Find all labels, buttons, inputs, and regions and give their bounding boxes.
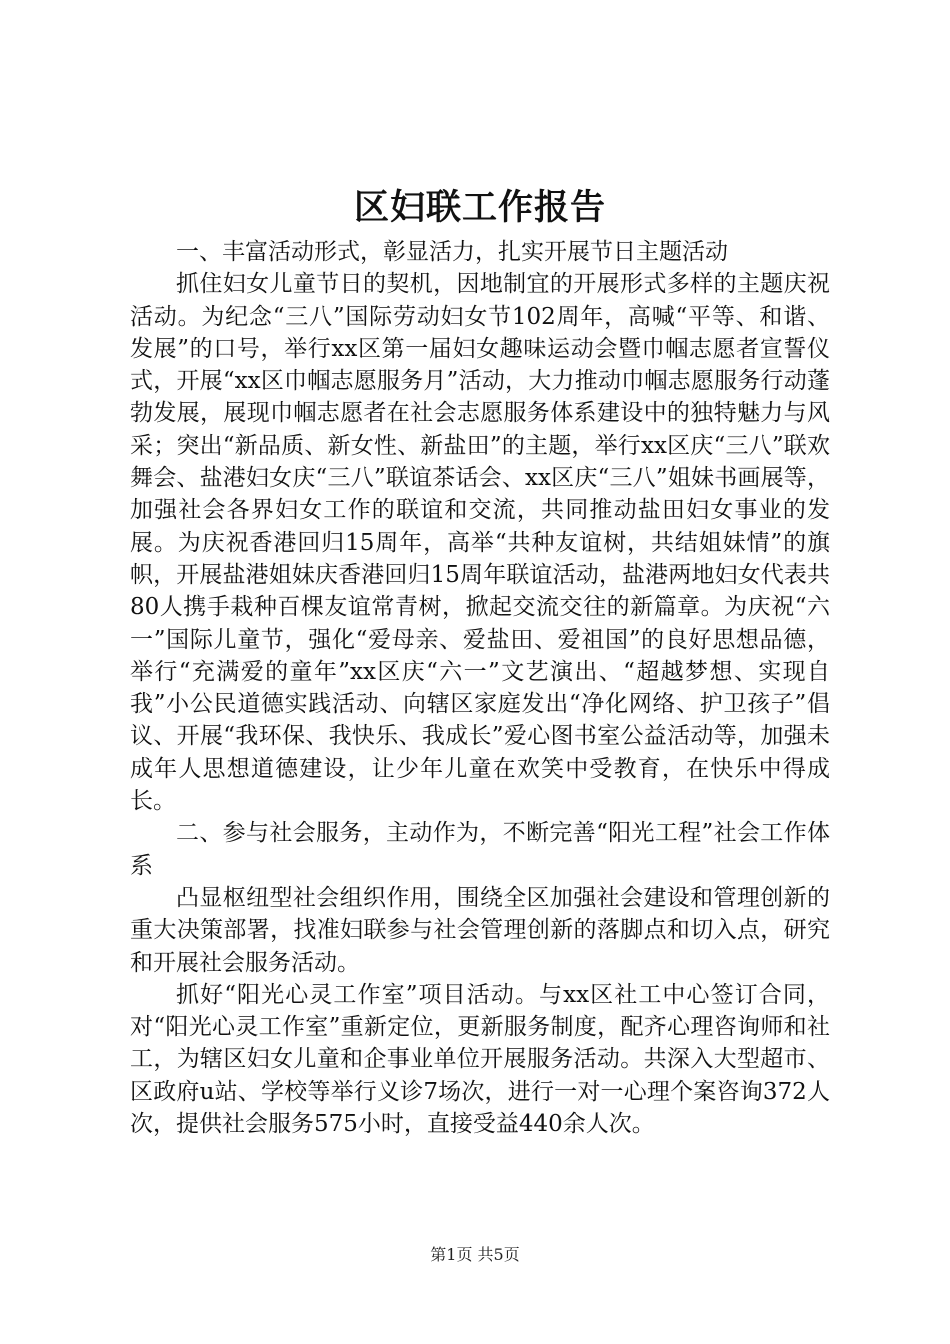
- page-footer: 第1页 共5页: [430, 1245, 520, 1264]
- document-page: [130, 180, 830, 1140]
- document-title: 区妇联工作报告: [353, 187, 606, 228]
- body-paragraph-1: 抓住妇女儿童节日的契机，因地制宜的开展形式多样的主题庆祝活动。为纪念“三八”国际劳动妇女节102周年，高喊“平等、和谐、发展”的口号，举行xx区第一届妇女趣味运动会暨巾帼志愿者宣誓仪式，开展“xx区巾帼志愿服务月”活动，大力推动巾帼志愿服务行动蓬勃发展，展现巾帼志愿者在社会志愿服务体系建设中的独特魅力与风采；突出“新品质、新女性、新盐田”的主题，举行xx区庆“三八”联欢舞会、盐港妇女庆“三八”联谊茶话会、xx区庆“三八”姐妹书画展等，加强社会各界妇女工作的联谊和交流，共同推动盐田妇女事业的发展。为庆祝香港回归15周年，高举“共种友谊树，共结姐妹情”的旗帜，开展盐港姐妹庆香港回归15周年联谊活动，盐港两地妇女代表共80人携手栽种百棵友谊常青树，掀起交流交往的新篇章。为庆祝“六一”国际儿童节，强化“爱母亲、爱盐田、爱祖国”的良好思想品德，举行“充满爱的童年”xx区庆“六一”文艺演出、“超越梦想、实现自我”小公民道德实践活动、向辖区家庭发出“净化网络、护卫孩子”倡议、开展“我环保、我快乐、我成长”爱心图书室公益活动等，加强未成年人思想道德建设，让少年儿童在欢笑中受教育，在快乐中得成长。: [130, 271, 830, 815]
- section-heading-2: 二、参与社会服务，主动作为，不断完善“阳光工程”社会工作体系: [130, 820, 830, 879]
- section-heading-1: 一、丰富活动形式，彰显活力，扎实开展节日主题活动: [176, 239, 728, 265]
- body-paragraph-2: 凸显枢纽型社会组织作用，围绕全区加强社会建设和管理创新的重大决策部署，找准妇联参与社会管理创新的落脚点和切入点，研究和开展社会服务活动。: [130, 884, 830, 976]
- body-paragraph-3: 抓好“阳光心灵工作室”项目活动。与xx区社工中心签订合同，对“阳光心灵工作室”重新定位，更新服务制度，配齐心理咨询师和社工，为辖区妇女儿童和企事业单位开展服务活动。共深入大型超市、区政府u站、学校等举行义诊7场次，进行一对一心理个案咨询372人次，提供社会服务575小时，直接受益440余人次。: [130, 981, 830, 1138]
